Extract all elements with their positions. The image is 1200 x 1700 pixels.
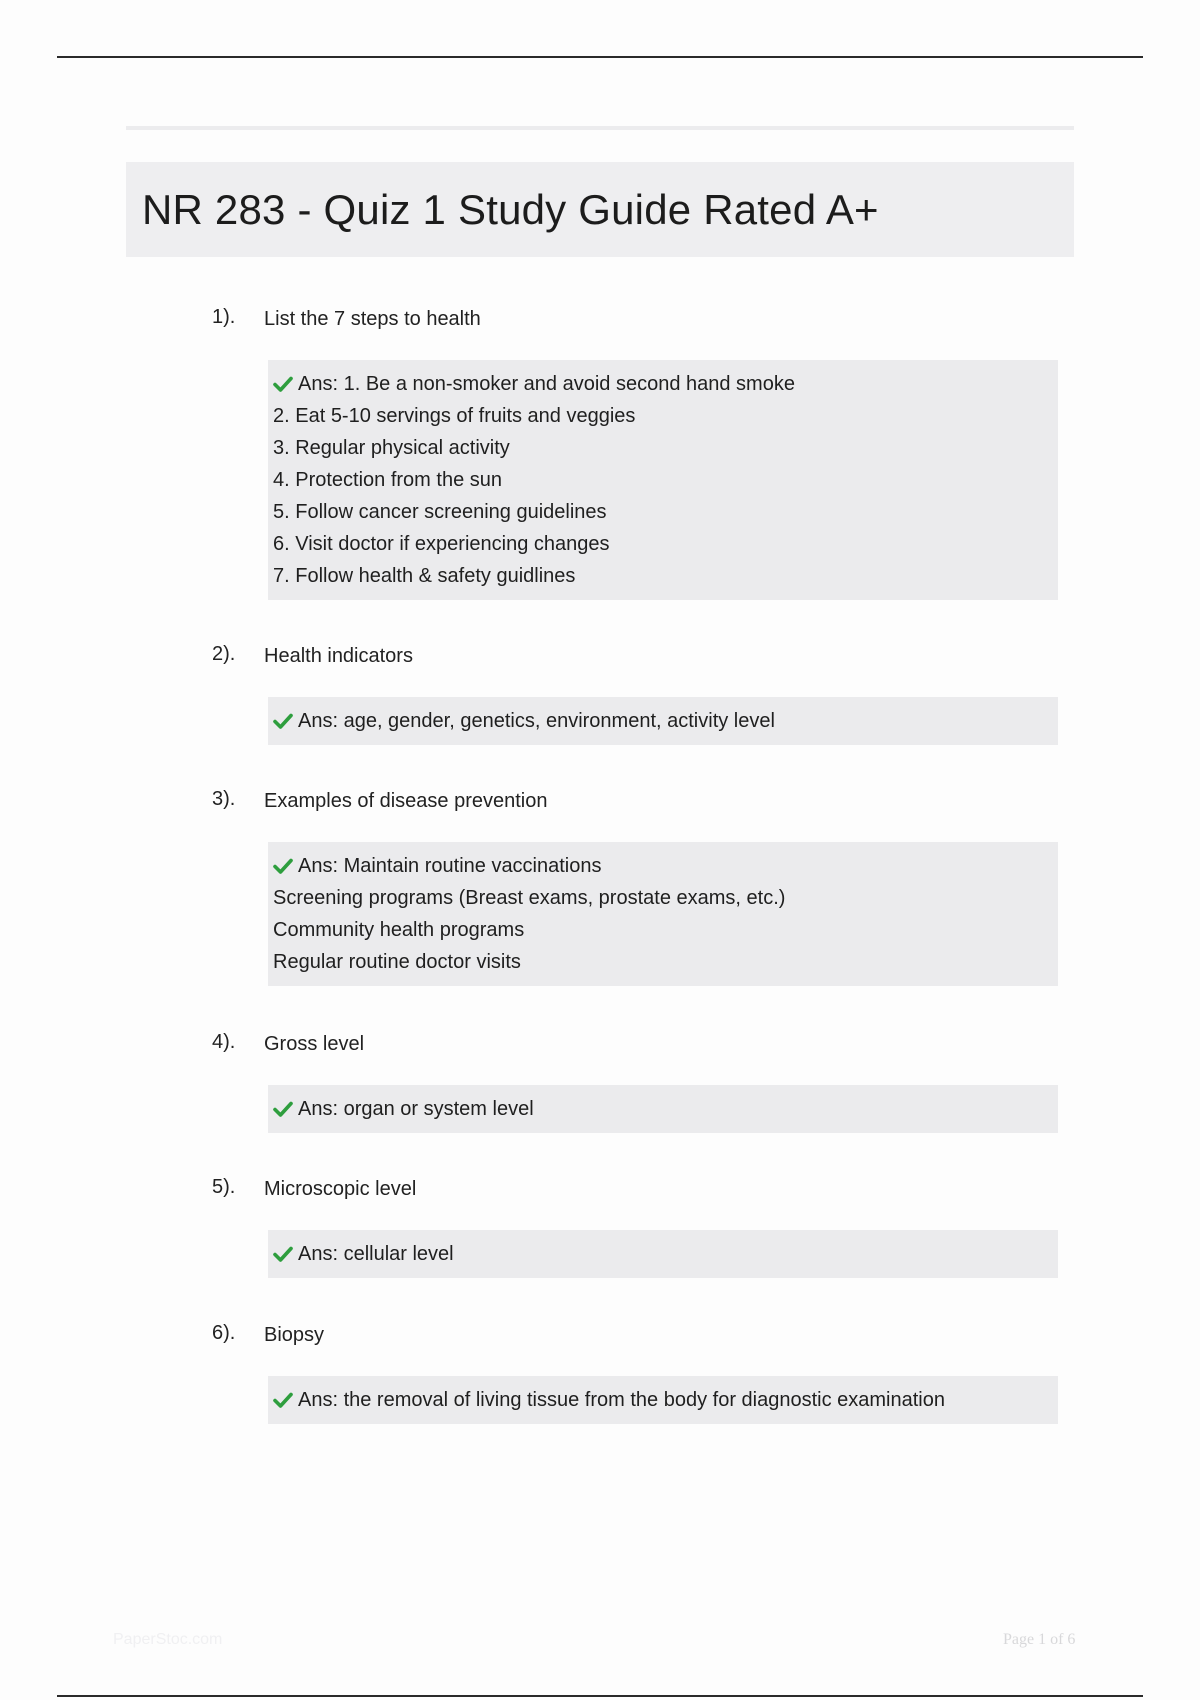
question-text: List the 7 steps to health [264,308,481,330]
answer-line: 3. Regular physical activity [273,437,510,459]
answer-line: Regular routine doctor visits [273,951,521,973]
check-icon [273,1392,293,1408]
bottom-rule [57,1695,1143,1697]
question-number: 5). [212,1176,236,1198]
answer-box [268,842,1058,986]
watermark-text: PaperStoc.com [113,1631,223,1648]
answer-box [268,1230,1058,1278]
question-text: Microscopic level [264,1178,417,1200]
question-number: 3). [212,788,236,810]
check-icon [273,858,293,874]
answer-line: 2. Eat 5-10 servings of fruits and veggies [273,405,636,427]
answer-line: Ans: the removal of living tissue from the body for diagnostic examination [273,1384,1052,1416]
question-number: 4). [212,1031,236,1053]
question-text: Gross level [264,1033,365,1055]
check-icon [273,1246,293,1262]
page-number: Page 1 of 6 [1003,1631,1076,1648]
check-icon [273,376,293,392]
answer-line: Ans: Maintain routine vaccinations [273,850,1052,882]
question-number: 1). [212,306,236,328]
answer-box [268,697,1058,745]
answer-line: Ans: age, gender, genetics, environment, activity level [273,705,1052,737]
answer-line: Screening programs (Breast exams, prostate exams, etc.) [273,887,786,909]
check-icon [273,1101,293,1117]
question-text: Health indicators [264,645,413,667]
title-banner [126,162,1074,257]
answer-line: Ans: 1. Be a non-smoker and avoid second hand smoke [273,368,1052,400]
question-text: Examples of disease prevention [264,790,548,812]
answer-box [268,1085,1058,1133]
answer-line: 5. Follow cancer screening guidelines [273,501,607,523]
answer-box [268,1376,1058,1424]
answer-line: 4. Protection from the sun [273,469,503,491]
answer-line: Ans: cellular level [273,1238,1052,1270]
header-divider [126,126,1074,130]
answer-line: 7. Follow health & safety guidlines [273,565,576,587]
answer-line: Ans: organ or system level [273,1093,1052,1125]
page-title: NR 283 - Quiz 1 Study Guide Rated A+ [142,185,879,233]
question-text: Biopsy [264,1324,325,1346]
answer-box [268,360,1058,600]
answer-line: 6. Visit doctor if experiencing changes [273,533,610,555]
answer-line: Community health programs [273,919,525,941]
check-icon [273,713,293,729]
question-number: 2). [212,643,236,665]
question-number: 6). [212,1322,236,1344]
top-rule [57,56,1143,58]
